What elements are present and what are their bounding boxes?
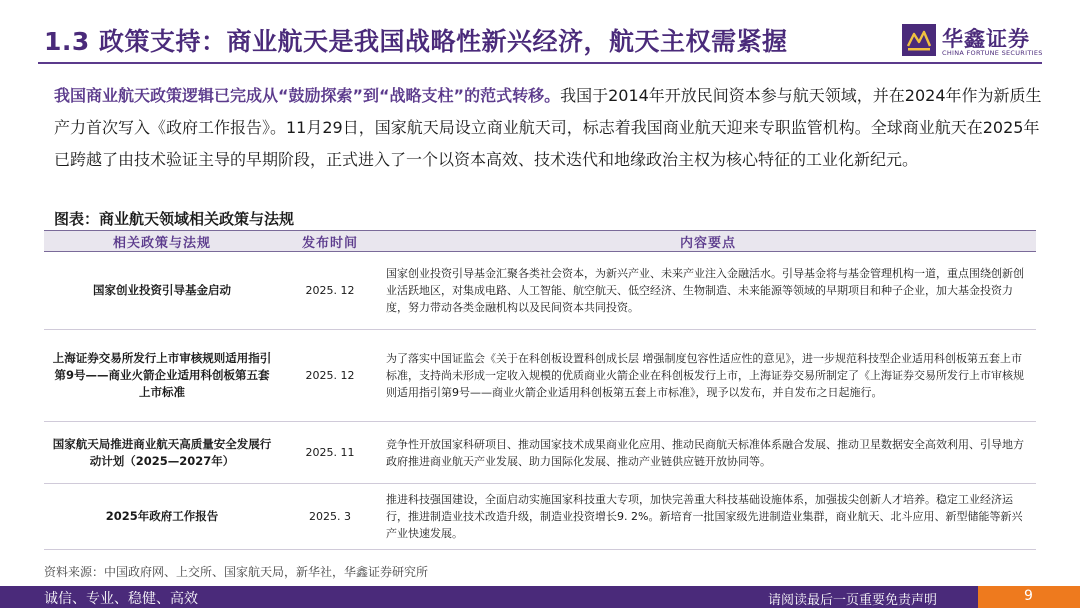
policy-table: [44, 230, 1036, 550]
intro-paragraph: [54, 80, 1044, 176]
table-row: [44, 484, 1036, 550]
policy-name: 2025年政府工作报告: [44, 484, 280, 550]
page-title: 1.3 政策支持：商业航天是我国战略性新兴经济，航天主权需紧握: [44, 27, 788, 56]
policy-content: 竞争性开放国家科研项目、推动国家技术成果商业化应用、推动民商航天标准体系融合发展、推动卫星数据安全高效利用、引导地方政府推进商业航天产业发展、助力国际化发展、推动产业链供应链开放协同等。: [380, 422, 1036, 484]
policy-date: 2025. 12: [280, 330, 380, 422]
logo-text-cn: 华鑫证券: [942, 27, 1030, 51]
source-note: 资料来源：中国政府网、上交所、国家航天局，新华社，华鑫证券研究所: [44, 565, 429, 579]
page-number: 9: [1024, 588, 1033, 604]
policy-date: 2025. 11: [280, 422, 380, 484]
column-header-content: 内容要点: [380, 231, 1036, 252]
policy-name: 国家航天局推进商业航天高质量安全发展行动计划（2025—2027年）: [44, 422, 280, 484]
policy-name: 国家创业投资引导基金启动: [44, 252, 280, 330]
footer-disclaimer-link[interactable]: 请阅读最后一页重要免责声明: [768, 593, 938, 608]
policy-content: 国家创业投资引导基金汇聚各类社会资本，为新兴产业、未来产业注入金融活水。引导基金将与基金管理机构一道，重点围绕创新创业活跃地区，对集成电路、人工智能、航空航天、低空经济、生物制造、未来能源等领域的早期项目和种子企业，加大基金投资力度，努力带动各类金融机构以及民间资本共同投资。: [380, 252, 1036, 330]
intro-body: 我国于2014年开放民间资本参与航天领域，并在2024年作为新质生产力首次写入《政府工作报告》。11月29日，国家航天局设立商业航天司，标志着我国商业航天迎来专职监管机构。全球商业航天在2025年已跨越了由技术验证主导的早期阶段，正式进入了一个以资本高效、技术迭代和地缘政治主权为核心特征的工业化新纪元。: [54, 86, 1042, 169]
table-row: [44, 330, 1036, 422]
logo-text-en: CHINA FORTUNE SECURITIES: [942, 49, 1043, 57]
policy-name: 上海证券交易所发行上市审核规则适用指引第9号——商业火箭企业适用科创板第五套上市标准: [44, 330, 280, 422]
table-header-row: [44, 231, 1036, 252]
title-divider: [38, 62, 1042, 64]
table-row: [44, 422, 1036, 484]
policy-content: 推进科技强国建设，全面启动实施国家科技重大专项，加快完善重大科技基础设施体系，加强拔尖创新人才培养。稳定工业经济运行，推进制造业技术改造升级，制造业投资增长9. 2%。新培育一批国家级先进制造业集群，商业航天、北斗应用、新型储能等新兴产业快速发展。: [380, 484, 1036, 550]
column-header-date: 发布时间: [280, 231, 380, 252]
brand-logo: [902, 20, 1052, 60]
intro-emphasis: 我国商业航天政策逻辑已完成从“鼓励探索”到“战略支柱”的范式转移。: [54, 86, 561, 105]
policy-date: 2025. 3: [280, 484, 380, 550]
footer-slogan: 诚信、专业、稳健、高效: [44, 591, 198, 607]
logo-mark-icon: [902, 24, 936, 56]
policy-date: 2025. 12: [280, 252, 380, 330]
table-row: [44, 252, 1036, 330]
policy-content: 为了落实中国证监会《关于在科创板设置科创成长层 增强制度包容性适应性的意见》，进一步规范科技型企业适用科创板第五套上市标准，支持尚未形成一定收入规模的优质商业火箭企业在科创板发行上市，上海证券交易所制定了《上海证券交易所发行上市审核规则适用指引第9号——商业火箭企业适用科创板第五套上市标准》，现予以发布，并自发布之日起施行。: [380, 330, 1036, 422]
column-header-policy: 相关政策与法规: [44, 231, 280, 252]
figure-label: 图表：商业航天领域相关政策与法规: [54, 210, 295, 228]
